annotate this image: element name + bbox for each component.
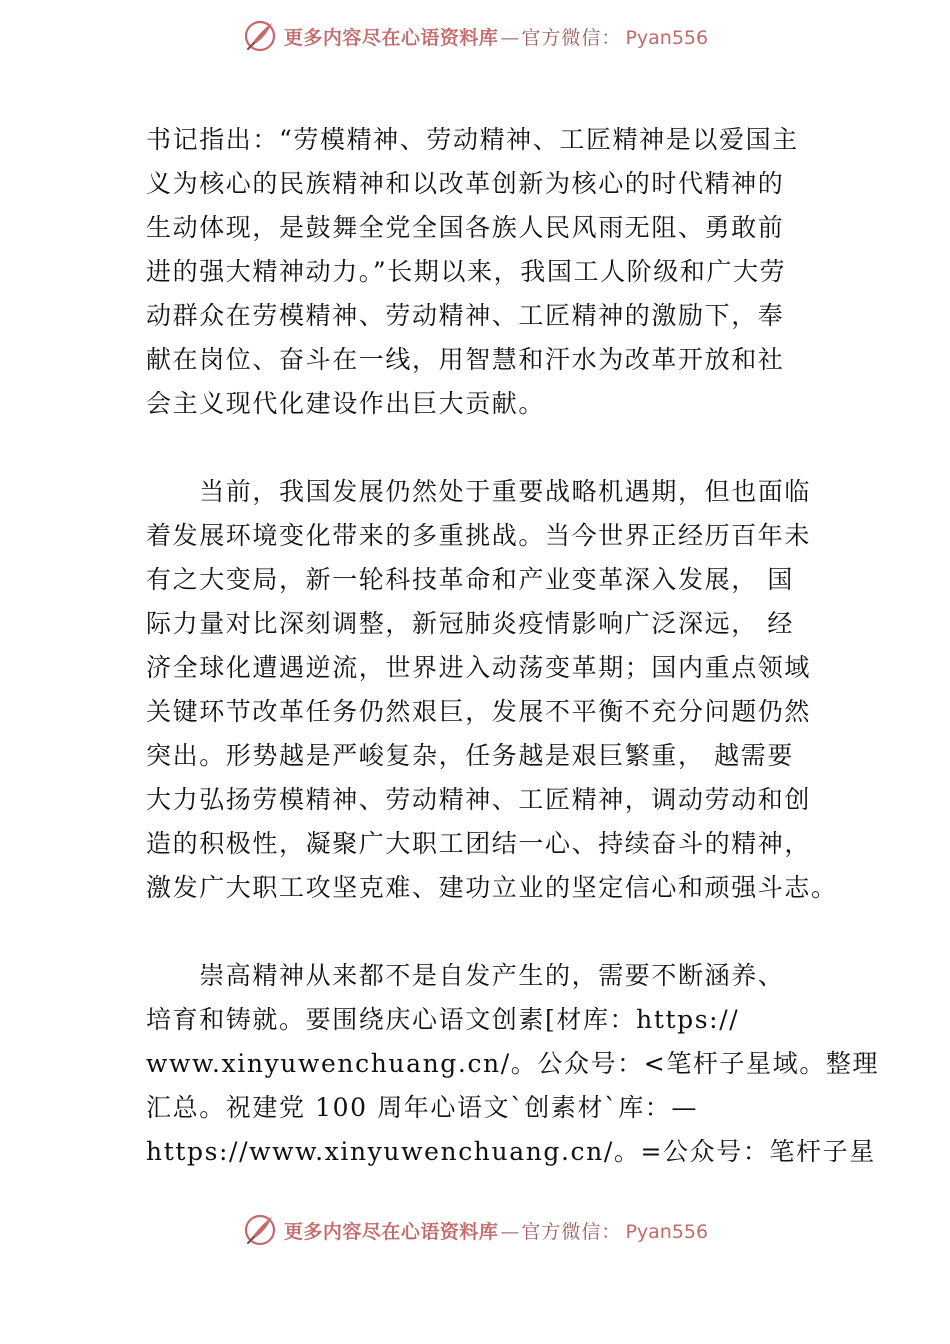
text-line: 义为核心的民族精神和以改革创新为核心的时代精神的 [146, 169, 785, 198]
text-line: 书记指出：“劳模精神、劳动精神、工匠精神是以爱国主 [146, 125, 799, 154]
paragraph-3 [146, 954, 880, 1174]
banner-wechat-label: 官方微信： [521, 26, 622, 49]
text-line: 有之大变局，新一轮科技革命和产业变革深入发展， 国 [146, 565, 794, 594]
text-line: 激发广大职工攻坚克难、建功立业的坚定信心和顽强斗志。 [146, 873, 838, 902]
paragraph-2 [146, 470, 846, 910]
banner-text [284, 23, 708, 50]
text-line: 当前，我国发展仍然处于重要战略机遇期，但也面临 [146, 477, 812, 506]
banner-text [284, 1217, 708, 1244]
paragraph-gap [146, 426, 846, 470]
text-line: https://www.xinyuwenchuang.cn/。=公众号：笔杆子星 [146, 1137, 876, 1166]
text-line: 生动体现，是鼓舞全党全国各族人民风雨无阻、勇敢前 [146, 213, 785, 242]
text-line: 献在岗位、奋斗在一线，用智慧和汗水为改革开放和社 [146, 345, 785, 374]
paragraph-gap [146, 910, 846, 954]
banner-brand: 更多内容尽在心语资料库 [283, 26, 499, 49]
banner-separator: — [500, 1220, 520, 1243]
header-banner [0, 14, 950, 58]
banner-wechat-label: 官方微信： [521, 1220, 622, 1243]
text-line: 培育和铸就。要围绕庆心语文创素[材库：https:// [146, 1005, 740, 1034]
text-line: 崇高精神从来都不是自发产生的，需要不断涵养、 [146, 961, 785, 990]
text-line: 汇总。祝建党 100 周年心语文`创素材`库：— [146, 1093, 699, 1122]
text-line: 关键环节改革任务仍然艰巨，发展不平衡不充分问题仍然 [146, 697, 812, 726]
banner-wechat-id: Pyan556 [625, 1220, 709, 1243]
feather-pen-logo-icon [242, 18, 278, 54]
text-line: 动群众在劳模精神、劳动精神、工匠精神的激励下，奉 [146, 301, 785, 330]
banner-wechat-id: Pyan556 [625, 26, 709, 49]
feather-pen-logo-icon [242, 1212, 278, 1248]
footer-banner [0, 1208, 950, 1252]
paragraph-1 [146, 118, 846, 426]
text-line: 进的强大精神动力。”长期以来，我国工人阶级和广大劳 [146, 257, 787, 286]
text-line: 济全球化遭遇逆流，世界进入动荡变革期；国内重点领域 [146, 653, 812, 682]
text-line: 际力量对比深刻调整，新冠肺炎疫情影响广泛深远， 经 [146, 609, 794, 638]
banner-brand: 更多内容尽在心语资料库 [283, 1220, 499, 1243]
document-body [146, 118, 880, 1174]
text-line: www.xinyuwenchuang.cn/。公众号：<笔杆子星域。整理 [146, 1049, 880, 1078]
text-line: 着发展环境变化带来的多重挑战。当今世界正经历百年未 [146, 521, 812, 550]
text-line: 造的积极性，凝聚广大职工团结一心、持续奋斗的精神， [146, 829, 812, 858]
banner-separator: — [500, 26, 520, 49]
text-line: 大力弘扬劳模精神、劳动精神、工匠精神，调动劳动和创 [146, 785, 812, 814]
text-line: 突出。形势越是严峻复杂，任务越是艰巨繁重， 越需要 [146, 741, 794, 770]
text-line: 会主义现代化建设作出巨大贡献。 [146, 389, 546, 418]
